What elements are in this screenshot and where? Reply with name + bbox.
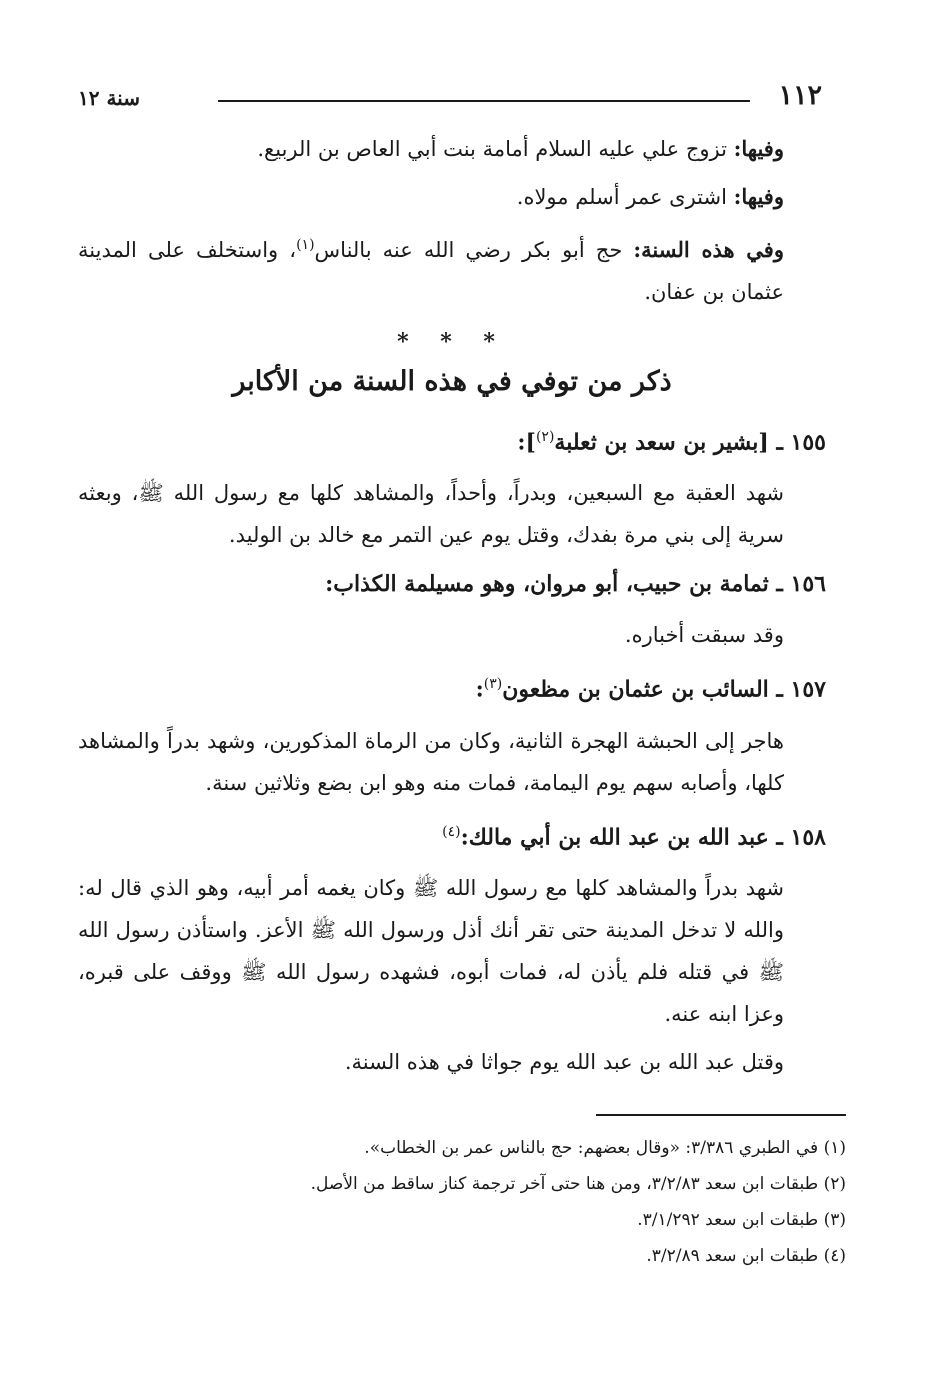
footnote-ref: (٣) (483, 676, 503, 693)
entry-body-155: شهد العقبة مع السبعين، وبدراً، وأحداً، والمشاهد كلها مع رسول الله ﷺ، وبعثه سرية إلى بني مرة بفدك، وقتل يوم عين التمر مع خالد بن الوليد. (78, 481, 784, 548)
header-rule (218, 100, 750, 102)
page-header (78, 80, 822, 120)
paragraph-purchase (78, 176, 826, 218)
footnote-rule (596, 1114, 846, 1116)
paragraph-marriage (78, 128, 826, 170)
footnote-ref: (٤) (442, 823, 461, 840)
paragraph-text: تزوج علي عليه السلام أمامة بنت أبي العاص بن الربيع. (257, 137, 734, 161)
section-title: ذكر من توفي في هذه السنة من الأكابر (232, 366, 672, 397)
entry-heading-tail: : (475, 676, 484, 703)
section-separator: * * * (397, 329, 507, 355)
main-text (78, 128, 826, 1089)
footnote-3: (٣) طبقات ابن سعد ٣/١/٢٩٢. (637, 1210, 846, 1230)
entry-heading-text: ١٥٧ ـ السائب بن عثمان بن مظعون (502, 676, 826, 703)
footnote-ref: (٢) (535, 429, 555, 445)
entry-body-158: شهد بدراً والمشاهد كلها مع رسول الله ﷺ وكان يغمه أمر أبيه، وهو الذي قال له: والله لا تدخل المدينة حتى تقر أنك أذل ورسول الله ﷺ الأعز. واستأذن رسول الله ﷺ في قتله فلم يأذن له، فمات أبوه، فشهده رسول الله ﷺ ووقف على قبره، وعزا ابنه عنه. (78, 875, 784, 1026)
paragraph-hajj (78, 224, 826, 313)
paragraph-text: اشترى عمر أسلم مولاه. (516, 185, 734, 209)
footnote-ref: (١) (296, 237, 315, 253)
entry-heading-text: ١٥٦ ـ ثمامة بن حبيب، أبو مروان، وهو مسيلمة الكذاب: (325, 571, 826, 598)
paragraph-lead: وفيها: (733, 184, 784, 209)
entry-heading-text: ١٥٥ ـ [بشير بن سعد بن ثعلبة (554, 429, 826, 456)
page-number: ١١٢ (778, 80, 822, 111)
footnote-1: (١) في الطبري ٣/٣٨٦: «وقال بعضهم: حج بالناس عمر بن الخطاب». (364, 1138, 846, 1158)
entry-body-157: هاجر إلى الحبشة الهجرة الثانية، وكان من الرماة المذكورين، وشهد بدراً والمشاهد كلها، وأصابه سهم يوم اليمامة، فمات منه وهو ابن بضع وثلاثين سنة. (78, 728, 784, 795)
entry-heading-157 (78, 662, 826, 711)
running-header-year: سنة ١٢ (78, 86, 140, 110)
footnote-4: (٤) طبقات ابن سعد ٣/٢/٨٩. (646, 1246, 846, 1266)
entry-body-156: وقد سبقت أخباره. (624, 623, 784, 648)
entry-body-158-death: وقتل عبد الله بن عبد الله يوم جواثا في هذه السنة. (344, 1049, 784, 1074)
entry-heading-text: ١٥٨ ـ عبد الله بن عبد الله بن أبي مالك: (460, 823, 826, 850)
paragraph-lead: وفي هذه السنة: (633, 237, 784, 262)
paragraph-text: ، واستخلف على المدينة عثمان بن عفان. (78, 238, 784, 304)
entry-heading-tail: ]: (517, 429, 536, 456)
paragraph-lead: وفيها: (733, 136, 784, 161)
entry-heading-158 (78, 810, 826, 859)
footnotes (78, 1130, 846, 1274)
paragraph-text: حج أبو بكر رضي الله عنه بالناس (314, 238, 634, 262)
entry-heading-155 (78, 415, 826, 464)
footnote-2: (٢) طبقات ابن سعد ٣/٢/٨٣، ومن هنا حتى آخر ترجمة كناز ساقط من الأصل. (310, 1174, 846, 1194)
entry-heading-156 (78, 562, 826, 606)
